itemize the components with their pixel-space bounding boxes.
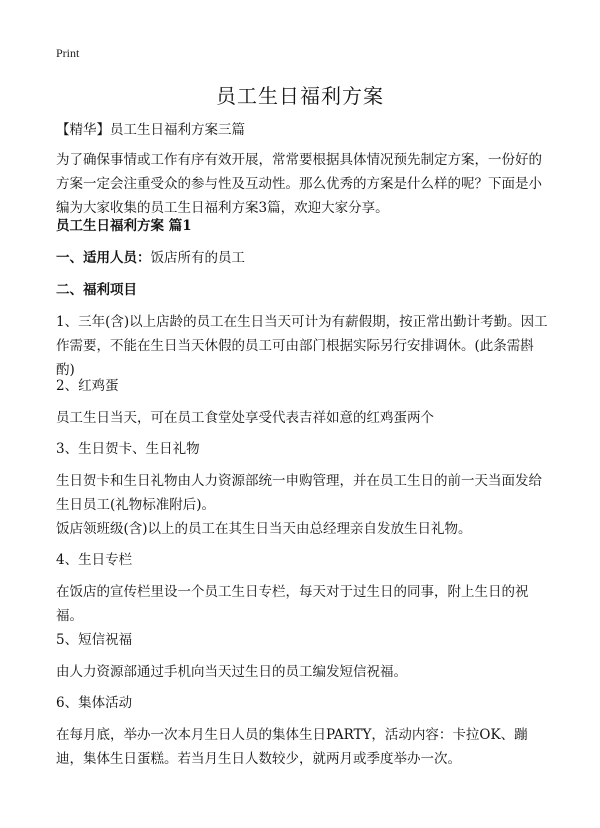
paragraph-paid-leave: 1、三年(含)以上店龄的员工在生日当天可计为有薪假期，按正常出勤计考勤。因工作需要，不能在生日当天休假的员工可由部门根据实际另行安排调休。(此条需斟酌) bbox=[56, 314, 548, 378]
section-heading: 员工生日福利方案 篇1 bbox=[56, 218, 192, 234]
paragraph-group-activity: 在每月底，举办一次本月生日人员的集体生日PARTY，活动内容：卡拉OK、蹦迪，集体生日蛋糕。若当月生日人数较少，就两月或季度举办一次。 bbox=[56, 727, 528, 767]
benefit-items-heading: 二、福利项目 bbox=[56, 282, 137, 298]
paragraph-red-eggs: 员工生日当天，可在员工食堂处享受代表吉祥如意的红鸡蛋两个 bbox=[56, 410, 434, 426]
heading-red-eggs: 2、红鸡蛋 bbox=[56, 378, 119, 394]
print-label: Print bbox=[56, 46, 80, 60]
applicable-staff-value: 饭店所有的员工 bbox=[150, 250, 245, 266]
heading-card-gift: 3、生日贺卡、生日礼物 bbox=[56, 441, 200, 457]
heading-group-activity: 6、集体活动 bbox=[56, 695, 133, 711]
applicable-staff-line bbox=[56, 246, 550, 270]
document-subtitle: 【精华】员工生日福利方案三篇 bbox=[56, 122, 245, 138]
heading-birthday-column: 4、生日专栏 bbox=[56, 552, 133, 568]
heading-sms: 5、短信祝福 bbox=[56, 632, 133, 648]
intro-paragraph: 为了确保事情或工作有序有效开展，常常要根据具体情况预先制定方案，一份好的方案一定会注重受众的参与性及互动性。那么优秀的方案是什么样的呢？下面是小编为大家收集的员工生日福利方案3篇，欢迎大家分享。 bbox=[56, 152, 542, 216]
paragraph-sms: 由人力资源部通过手机向当天过生日的员工编发短信祝福。 bbox=[56, 664, 407, 680]
paragraph-manager-gift: 饭店领班级(含)以上的员工在其生日当天由总经理亲自发放生日礼物。 bbox=[56, 521, 472, 537]
paragraph-card-gift: 生日贺卡和生日礼物由人力资源部统一申购管理，并在员工生日的前一天当面发给生日员工(礼物标准附后)。 bbox=[56, 473, 542, 513]
applicable-staff-label: 一、适用人员： bbox=[56, 250, 151, 266]
document-title: 员工生日福利方案 bbox=[216, 84, 384, 108]
paragraph-birthday-column: 在饭店的宣传栏里设一个员工生日专栏，每天对于过生日的同事，附上生日的祝福。 bbox=[56, 584, 529, 624]
